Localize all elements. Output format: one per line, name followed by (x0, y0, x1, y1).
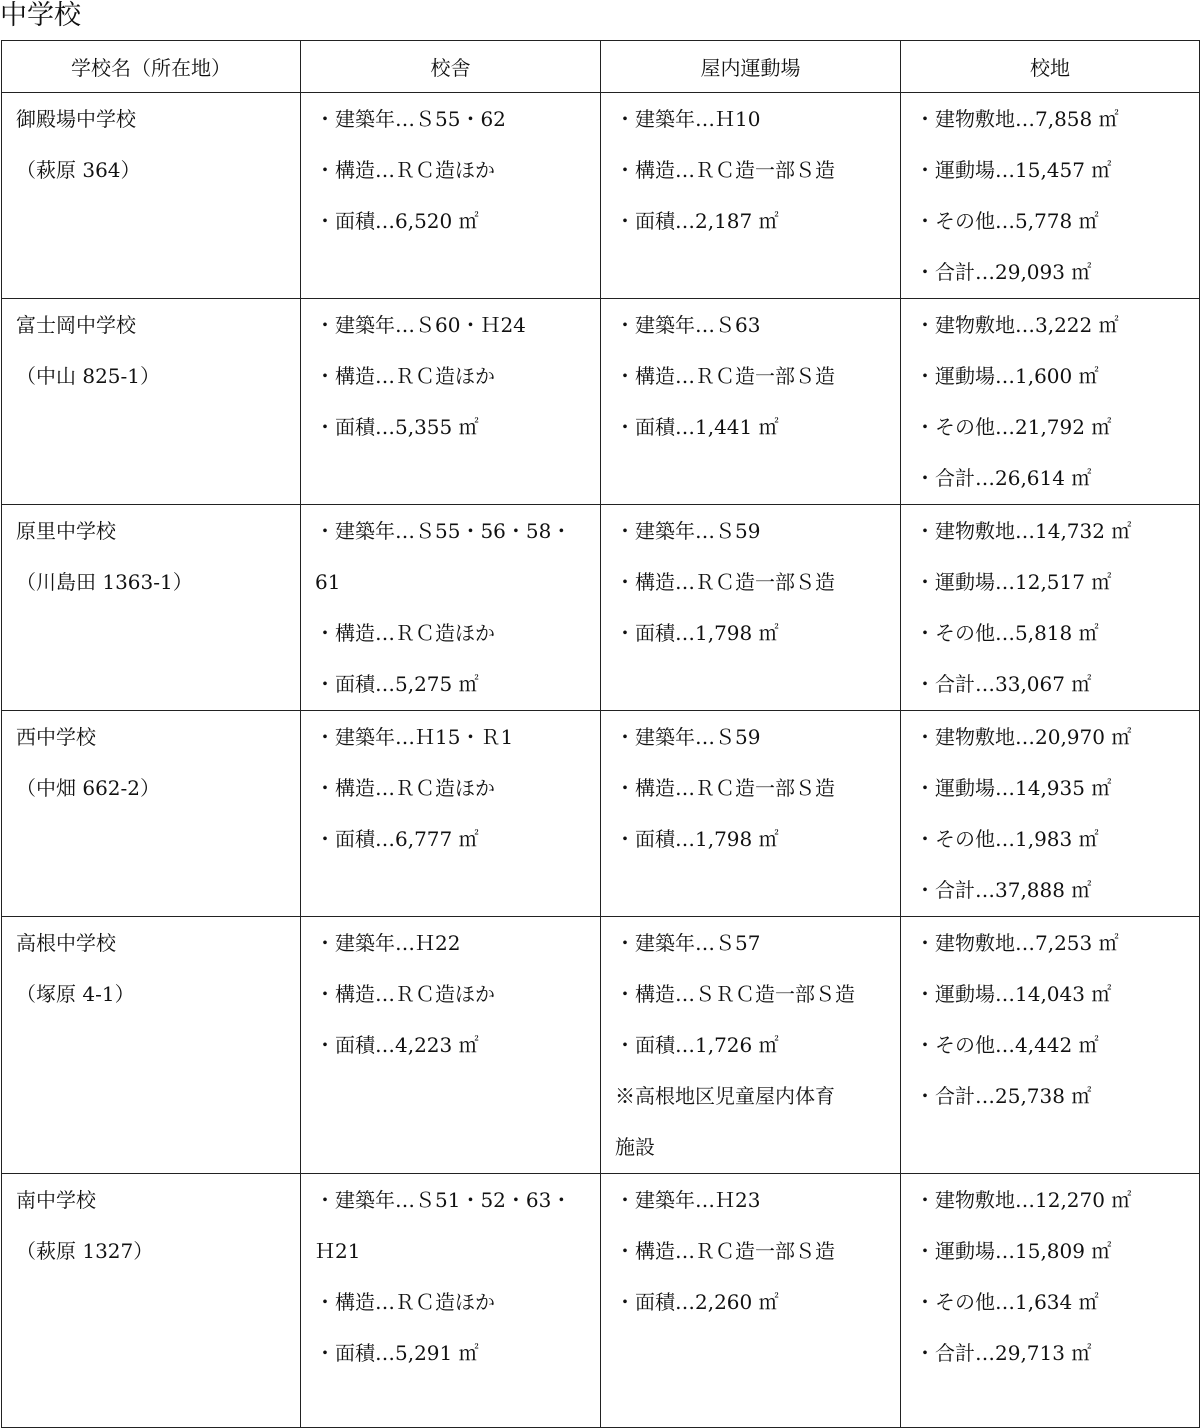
school-name-cell (2, 299, 301, 505)
site-cell-line: ・運動場…15,809 ㎡ (915, 1239, 1112, 1263)
school-name-cell-line: 原里中学校 (16, 519, 116, 543)
site-cell-line: ・合計…29,713 ㎡ (915, 1341, 1092, 1365)
site-cell-line: ・その他…1,983 ㎡ (915, 827, 1099, 851)
site-cell-line: ・合計…29,093 ㎡ (915, 260, 1092, 284)
building-cell-line: ・建築年…Ｈ15・Ｒ1 (315, 725, 514, 749)
building-cell-line: ・建築年…Ｓ55・56・58・ (315, 519, 572, 543)
table-row (2, 917, 1200, 1174)
site-cell (901, 299, 1200, 505)
site-cell-line: ・その他…5,818 ㎡ (915, 621, 1099, 645)
school-name-cell-lines (2, 299, 300, 402)
site-cell (901, 711, 1200, 917)
site-cell-lines (901, 505, 1199, 710)
table-row (2, 711, 1200, 917)
gym-cell-line: ・構造…ＳＲＣ造一部Ｓ造 (615, 982, 855, 1006)
table-body (2, 93, 1200, 1428)
gym-cell-line: ・面積…1,441 ㎡ (615, 415, 779, 439)
gym-cell-line: ・建築年…Ｓ63 (615, 313, 761, 337)
school-name-cell (2, 1174, 301, 1428)
gym-cell-lines (601, 917, 900, 1173)
site-cell (901, 93, 1200, 299)
site-cell (901, 505, 1200, 711)
building-cell-lines (301, 917, 600, 1071)
gym-cell-line: ※高根地区児童屋内体育 (615, 1084, 835, 1108)
gym-cell-line: ・構造…ＲＣ造一部Ｓ造 (615, 158, 835, 182)
gym-cell-line: ・面積…2,260 ㎡ (615, 1290, 779, 1314)
site-cell-line: ・建物敷地…14,732 ㎡ (915, 519, 1132, 543)
site-cell-line: ・運動場…1,600 ㎡ (915, 364, 1099, 388)
gym-cell-line: ・構造…ＲＣ造一部Ｓ造 (615, 570, 835, 594)
building-cell-line: ・建築年…Ｓ51・52・63・ (315, 1188, 572, 1212)
building-cell-line: ・構造…ＲＣ造ほか (315, 364, 495, 388)
gym-cell-line: ・構造…ＲＣ造一部Ｓ造 (615, 776, 835, 800)
building-cell (301, 1174, 601, 1428)
table-row (2, 505, 1200, 711)
building-cell (301, 917, 601, 1174)
building-cell-lines (301, 93, 600, 247)
building-cell-line: ・構造…ＲＣ造ほか (315, 621, 495, 645)
school-name-cell-line: （中畑 662-2） (16, 776, 161, 800)
table-header-row (2, 41, 1200, 93)
school-name-cell-line: （萩原 1327） (16, 1239, 154, 1263)
school-name-cell-lines (2, 917, 300, 1020)
site-cell-line: ・合計…37,888 ㎡ (915, 878, 1092, 902)
gym-cell (601, 93, 901, 299)
gym-cell (601, 711, 901, 917)
gym-cell-line: ・建築年…Ｈ10 (615, 107, 761, 131)
building-cell-line: 61 (315, 570, 341, 594)
gym-cell-line: ・面積…1,798 ㎡ (615, 621, 779, 645)
building-cell-line: ・建築年…Ｓ60・Ｈ24 (315, 313, 526, 337)
gym-cell-lines (601, 299, 900, 453)
building-cell-line: ・面積…5,275 ㎡ (315, 672, 479, 696)
site-cell-line: ・建物敷地…7,253 ㎡ (915, 931, 1119, 955)
building-cell-line: ・面積…6,520 ㎡ (315, 209, 479, 233)
school-name-cell-line: （川島田 1363-1） (16, 570, 193, 594)
gym-cell-lines (601, 1174, 900, 1328)
site-cell-line: ・建物敷地…12,270 ㎡ (915, 1188, 1132, 1212)
site-cell-line: ・その他…4,442 ㎡ (915, 1033, 1099, 1057)
school-name-cell-line: （萩原 364） (16, 158, 141, 182)
gym-cell (601, 917, 901, 1174)
site-cell-line: ・その他…21,792 ㎡ (915, 415, 1112, 439)
site-cell (901, 917, 1200, 1174)
site-cell-line: ・建物敷地…20,970 ㎡ (915, 725, 1132, 749)
gym-cell-line: ・建築年…Ｈ23 (615, 1188, 761, 1212)
school-name-cell-lines (2, 711, 300, 814)
building-cell (301, 93, 601, 299)
gym-cell-line: ・面積…1,726 ㎡ (615, 1033, 779, 1057)
school-name-cell-line: 富士岡中学校 (16, 313, 136, 337)
page-title: 中学校 (0, 0, 81, 31)
gym-cell-line: ・面積…2,187 ㎡ (615, 209, 779, 233)
table-row (2, 93, 1200, 299)
gym-cell-line: ・面積…1,798 ㎡ (615, 827, 779, 851)
gym-cell-lines (601, 505, 900, 659)
site-cell-line: ・運動場…12,517 ㎡ (915, 570, 1112, 594)
building-cell-line: ・構造…ＲＣ造ほか (315, 982, 495, 1006)
site-cell-line: ・合計…33,067 ㎡ (915, 672, 1092, 696)
site-cell-lines (901, 93, 1199, 298)
building-cell-line: ・建築年…Ｈ22 (315, 931, 461, 955)
building-cell-line: ・構造…ＲＣ造ほか (315, 1290, 495, 1314)
header-building: 校舎 (301, 41, 601, 93)
building-cell (301, 505, 601, 711)
header-gym: 屋内運動場 (601, 41, 901, 93)
school-name-cell (2, 917, 301, 1174)
table-row (2, 1174, 1200, 1428)
site-cell-line: ・合計…26,614 ㎡ (915, 466, 1092, 490)
building-cell-line: ・構造…ＲＣ造ほか (315, 158, 495, 182)
school-facilities-table (1, 40, 1200, 1428)
gym-cell (601, 1174, 901, 1428)
site-cell-line: ・その他…5,778 ㎡ (915, 209, 1099, 233)
header-site: 校地 (901, 41, 1200, 93)
site-cell-line: ・運動場…15,457 ㎡ (915, 158, 1112, 182)
site-cell-lines (901, 299, 1199, 504)
site-cell-line: ・建物敷地…7,858 ㎡ (915, 107, 1119, 131)
building-cell-line: ・建築年…Ｓ55・62 (315, 107, 506, 131)
building-cell (301, 711, 601, 917)
building-cell-line: Ｈ21 (315, 1239, 361, 1263)
school-name-cell (2, 711, 301, 917)
site-cell-line: ・運動場…14,043 ㎡ (915, 982, 1112, 1006)
gym-cell-line: 施設 (615, 1135, 655, 1159)
school-name-cell-line: （中山 825-1） (16, 364, 161, 388)
gym-cell-line: ・構造…ＲＣ造一部Ｓ造 (615, 1239, 835, 1263)
header-school: 学校名（所在地） (2, 41, 301, 93)
building-cell-line: ・面積…4,223 ㎡ (315, 1033, 479, 1057)
building-cell-lines (301, 711, 600, 865)
site-cell-line: ・その他…1,634 ㎡ (915, 1290, 1099, 1314)
site-cell-line: ・建物敷地…3,222 ㎡ (915, 313, 1119, 337)
building-cell-line: ・面積…6,777 ㎡ (315, 827, 479, 851)
gym-cell-line: ・建築年…Ｓ59 (615, 725, 761, 749)
site-cell-line: ・合計…25,738 ㎡ (915, 1084, 1092, 1108)
building-cell (301, 299, 601, 505)
school-name-cell-line: （塚原 4-1） (16, 982, 135, 1006)
site-cell-lines (901, 1174, 1199, 1379)
school-name-cell-line: 南中学校 (16, 1188, 96, 1212)
gym-cell-line: ・構造…ＲＣ造一部Ｓ造 (615, 364, 835, 388)
school-name-cell-lines (2, 1174, 300, 1277)
table-row (2, 299, 1200, 505)
school-name-cell-line: 高根中学校 (16, 931, 116, 955)
site-cell-lines (901, 711, 1199, 916)
site-cell-line: ・運動場…14,935 ㎡ (915, 776, 1112, 800)
school-name-cell-line: 西中学校 (16, 725, 96, 749)
building-cell-line: ・面積…5,291 ㎡ (315, 1341, 479, 1365)
gym-cell-line: ・建築年…Ｓ57 (615, 931, 761, 955)
school-name-cell (2, 93, 301, 299)
school-name-cell-lines (2, 505, 300, 608)
gym-cell-lines (601, 711, 900, 865)
gym-cell (601, 505, 901, 711)
school-name-cell-line: 御殿場中学校 (16, 107, 136, 131)
site-cell (901, 1174, 1200, 1428)
gym-cell (601, 299, 901, 505)
building-cell-line: ・構造…ＲＣ造ほか (315, 776, 495, 800)
school-name-cell-lines (2, 93, 300, 196)
building-cell-lines (301, 505, 600, 710)
building-cell-lines (301, 1174, 600, 1379)
school-name-cell (2, 505, 301, 711)
building-cell-line: ・面積…5,355 ㎡ (315, 415, 479, 439)
site-cell-lines (901, 917, 1199, 1122)
gym-cell-lines (601, 93, 900, 247)
building-cell-lines (301, 299, 600, 453)
gym-cell-line: ・建築年…Ｓ59 (615, 519, 761, 543)
